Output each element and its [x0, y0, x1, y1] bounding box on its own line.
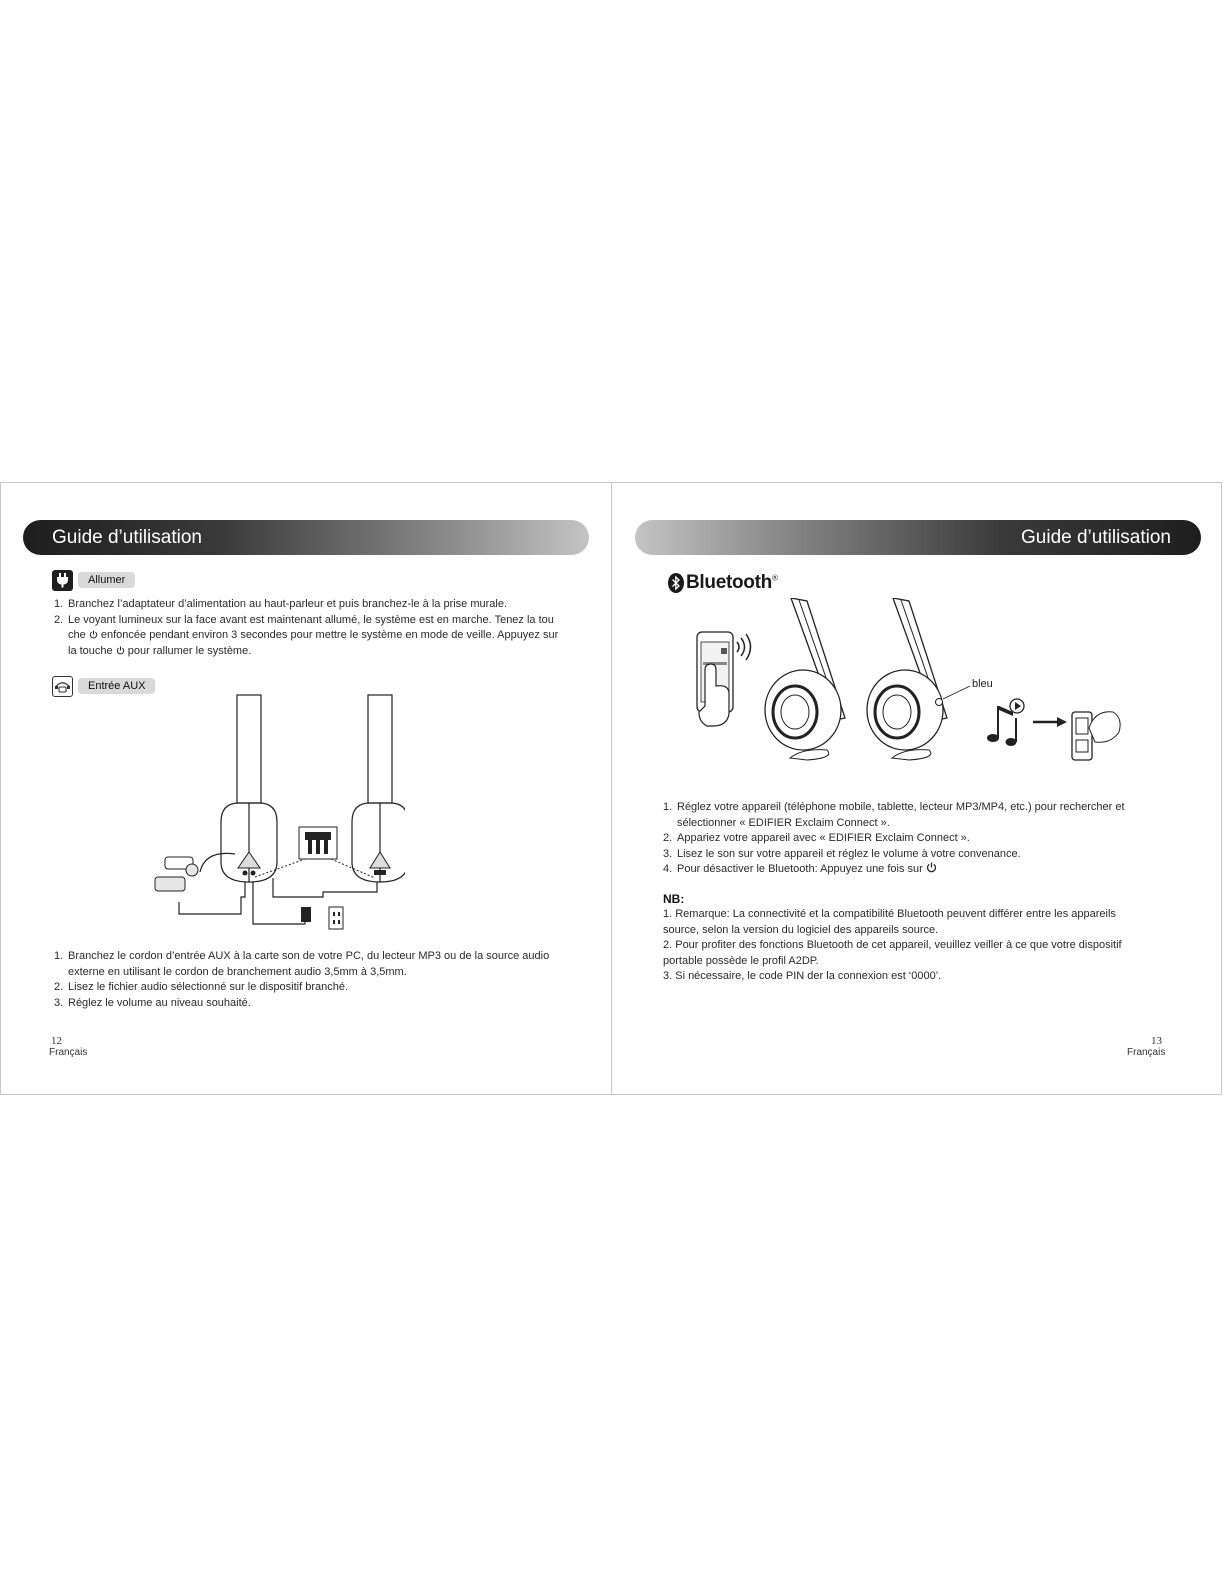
aux-cable-icon: [52, 676, 73, 697]
page-fold: [611, 482, 612, 1095]
power-plug-icon: [52, 570, 73, 591]
list-item: 3. Lisez le son sur votre appareil et réglez le volume à votre convenance.: [663, 847, 1021, 860]
language-right: Français: [1127, 1047, 1166, 1058]
list-item: 4. Pour désactiver le Bluetooth: Appuyez une fois sur: [663, 862, 1183, 878]
aux-connection-diagram: [145, 692, 405, 940]
left-page-header: Guide d’utilisation: [23, 520, 589, 555]
list-item: 2. Pour profiter des fonctions Bluetooth de cet appareil, veuillez veiller à ce que votre dispositif: [663, 939, 1122, 951]
list-item: 3. Si nécessaire, le code PIN der la connexion est ‘0000’.: [663, 970, 942, 982]
nb-title: NB:: [663, 892, 685, 906]
power-icon: [89, 630, 98, 639]
power-steps: [54, 597, 574, 659]
list-item: portable possède le profil A2DP.: [663, 954, 819, 967]
nb-notes: [663, 907, 1183, 985]
list-item: 2. Appariez votre appareil avec « EDIFIER Exclaim Connect ».: [663, 832, 970, 844]
right-page-header: Guide d’utilisation: [635, 520, 1201, 555]
list-item: 2. Le voyant lumineux sur la face avant est maintenant allumé, le système est en marche. Tenez la tou che enfoncée pendant environ 3 secondes pour mettre le système en mode de veille. Appuyez sur la touche pour rallumer le système.: [54, 613, 559, 657]
bluetooth-logo: [668, 572, 778, 594]
list-item: 1. Réglez votre appareil (téléphone mobile, tablette, lecteur MP3/MP4, etc.) pour rechercher et sélectionner « EDIFIER Exclaim Connect ».: [663, 801, 1125, 829]
power-section-label: Allumer: [78, 572, 135, 588]
aux-steps: [54, 949, 584, 1011]
led-color-label: bleu: [972, 678, 993, 690]
language-left: Français: [49, 1047, 88, 1058]
list-item: source, selon la version du logiciel des appareils source.: [663, 923, 939, 936]
list-item: 2. Lisez le fichier audio sélectionné sur le dispositif branché.: [54, 981, 349, 993]
bluetooth-icon: [668, 573, 684, 593]
power-icon: [116, 646, 125, 655]
page-number-left: 12: [51, 1035, 62, 1047]
page-number-right: 13: [1151, 1035, 1162, 1047]
list-item: 3. Réglez le volume au niveau souhaité.: [54, 996, 251, 1009]
list-item: 1. Branchez l’adaptateur d’alimentation au haut-parleur et puis branchez-le à la prise murale.: [54, 598, 508, 610]
bluetooth-steps: [663, 800, 1183, 878]
list-item: 1. Branchez le cordon d’entrée AUX à la carte son de votre PC, du lecteur MP3 ou de la source audio externe en utilisant le cordon de branchement audio 3,5mm à 3,5mm.: [54, 950, 550, 978]
trademark: ®: [771, 573, 778, 583]
aux-section-label: Entrée AUX: [78, 678, 155, 694]
bluetooth-title: Bluetooth: [686, 572, 772, 593]
list-item: 1. Remarque: La connectivité et la compatibilité Bluetooth peuvent différer entre les appareils: [663, 908, 1116, 920]
bluetooth-pairing-diagram: [695, 598, 1135, 766]
power-icon: [926, 862, 937, 873]
